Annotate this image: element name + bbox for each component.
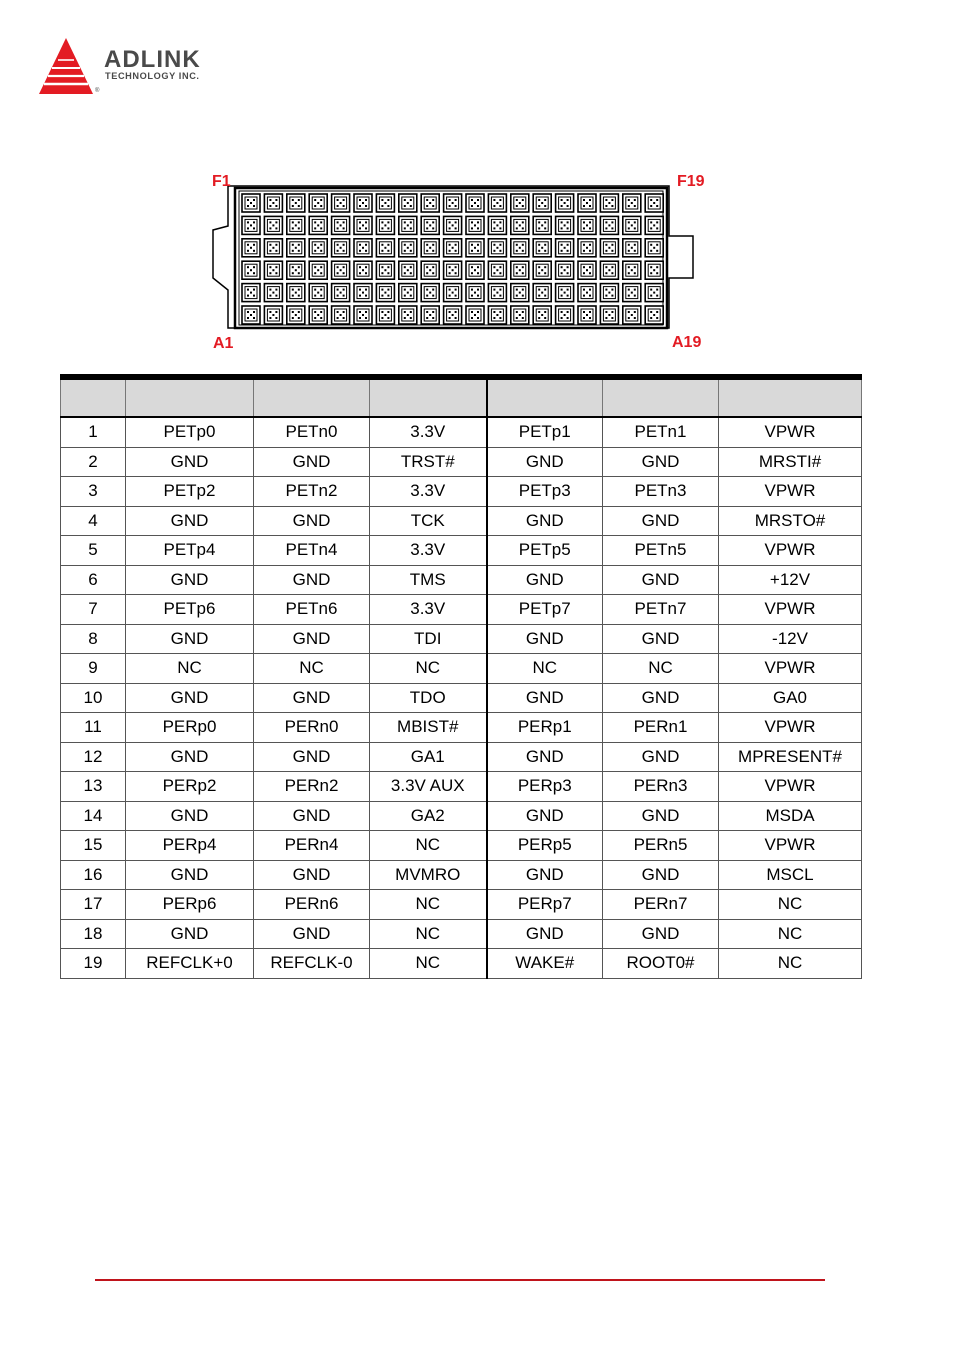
- signal-cell: PERn3: [603, 772, 719, 802]
- signal-cell: 3.3V: [370, 536, 487, 566]
- table-row: [61, 949, 862, 979]
- connector-pin: [309, 216, 327, 234]
- table-row: [61, 890, 862, 920]
- signal-cell: NC: [370, 654, 487, 684]
- table-row: [61, 919, 862, 949]
- signal-cell: GND: [126, 919, 254, 949]
- connector-pin: [645, 239, 663, 257]
- connector-pin: [264, 261, 282, 279]
- connector-pin: [511, 306, 529, 324]
- connector-pin: [242, 284, 260, 302]
- connector-pin: [309, 239, 327, 257]
- connector-pin: [623, 306, 641, 324]
- signal-cell: PETn1: [603, 417, 719, 447]
- table-row: [61, 595, 862, 625]
- signal-cell: ROOT0#: [603, 949, 719, 979]
- connector-pin: [623, 239, 641, 257]
- connector-pin: [264, 194, 282, 212]
- connector-pin: [421, 284, 439, 302]
- table-row: [61, 417, 862, 447]
- connector-pin: [444, 284, 462, 302]
- signal-cell: GND: [254, 565, 370, 595]
- header-cell: [126, 377, 254, 417]
- pin-number-cell: 18: [61, 919, 126, 949]
- connector-pin: [578, 261, 596, 279]
- signal-cell: GND: [126, 683, 254, 713]
- signal-cell: VPWR: [719, 772, 862, 802]
- table-row: [61, 742, 862, 772]
- signal-cell: GND: [254, 742, 370, 772]
- connector-pin: [287, 306, 305, 324]
- signal-cell: VPWR: [719, 536, 862, 566]
- signal-cell: GND: [126, 742, 254, 772]
- signal-cell: NC: [603, 654, 719, 684]
- signal-cell: GND: [254, 919, 370, 949]
- signal-cell: GND: [487, 624, 603, 654]
- signal-cell: GND: [126, 624, 254, 654]
- signal-cell: PERn6: [254, 890, 370, 920]
- connector-pin: [287, 261, 305, 279]
- connector-pin: [399, 306, 417, 324]
- signal-cell: NC: [254, 654, 370, 684]
- signal-cell: PETp7: [487, 595, 603, 625]
- signal-cell: GND: [487, 801, 603, 831]
- signal-cell: PETp1: [487, 417, 603, 447]
- table-row: [61, 860, 862, 890]
- connector-pin: [600, 261, 618, 279]
- pin-number-cell: 12: [61, 742, 126, 772]
- connector-pin: [376, 306, 394, 324]
- connector-pin: [421, 194, 439, 212]
- signal-cell: GND: [603, 624, 719, 654]
- header-cell: [254, 377, 370, 417]
- table-row: [61, 683, 862, 713]
- signal-cell: GND: [603, 565, 719, 595]
- table-row: [61, 477, 862, 507]
- signal-cell: MSCL: [719, 860, 862, 890]
- pin-number-cell: 15: [61, 831, 126, 861]
- footer-rule: [95, 1279, 825, 1281]
- pin-number-cell: 1: [61, 417, 126, 447]
- signal-cell: MBIST#: [370, 713, 487, 743]
- connector-pin: [511, 194, 529, 212]
- connector-pin: [466, 306, 484, 324]
- signal-cell: PERn2: [254, 772, 370, 802]
- signal-cell: GND: [603, 860, 719, 890]
- signal-cell: PETn4: [254, 536, 370, 566]
- signal-cell: GND: [487, 565, 603, 595]
- connector-pin: [421, 261, 439, 279]
- connector-pin: [332, 284, 350, 302]
- signal-cell: GND: [603, 742, 719, 772]
- connector-pin: [242, 239, 260, 257]
- connector-pin: [533, 194, 551, 212]
- connector-pin: [623, 261, 641, 279]
- signal-cell: GND: [487, 860, 603, 890]
- header-cell: [61, 377, 126, 417]
- signal-cell: 3.3V AUX: [370, 772, 487, 802]
- connector-pin: [556, 284, 574, 302]
- signal-cell: NC: [370, 949, 487, 979]
- signal-cell: GND: [603, 801, 719, 831]
- signal-cell: PETp0: [126, 417, 254, 447]
- signal-cell: GND: [254, 506, 370, 536]
- pin-number-cell: 6: [61, 565, 126, 595]
- connector-pin: [376, 284, 394, 302]
- connector-pin: [623, 284, 641, 302]
- table-row: [61, 831, 862, 861]
- signal-cell: +12V: [719, 565, 862, 595]
- signal-cell: NC: [719, 890, 862, 920]
- connector-pin: [309, 306, 327, 324]
- connector-pin: [354, 306, 372, 324]
- connector-pin: [511, 216, 529, 234]
- signal-cell: 3.3V: [370, 595, 487, 625]
- signal-cell: GND: [603, 919, 719, 949]
- connector-pin: [332, 261, 350, 279]
- signal-cell: REFCLK-0: [254, 949, 370, 979]
- connector-pin: [399, 194, 417, 212]
- connector-pin: [578, 194, 596, 212]
- connector-pin: [600, 239, 618, 257]
- connector-pin: [600, 216, 618, 234]
- connector-pin: [399, 239, 417, 257]
- signal-cell: GA2: [370, 801, 487, 831]
- header-cell: [487, 377, 603, 417]
- connector-pin: [354, 216, 372, 234]
- signal-cell: GND: [126, 565, 254, 595]
- table-row: [61, 654, 862, 684]
- connector-pin: [376, 239, 394, 257]
- connector-pin: [488, 284, 506, 302]
- connector-pin: [287, 284, 305, 302]
- connector-pin: [600, 306, 618, 324]
- connector-pin: [287, 239, 305, 257]
- signal-cell: TMS: [370, 565, 487, 595]
- signal-cell: TDI: [370, 624, 487, 654]
- connector-outline: [205, 168, 715, 358]
- connector-pin: [533, 239, 551, 257]
- brand-name: ADLINK: [104, 46, 201, 73]
- signal-cell: GND: [126, 801, 254, 831]
- signal-cell: PERn5: [603, 831, 719, 861]
- pin-number-cell: 16: [61, 860, 126, 890]
- table-row: [61, 713, 862, 743]
- signal-cell: PERn4: [254, 831, 370, 861]
- connector-pin: [600, 194, 618, 212]
- signal-cell: PERp4: [126, 831, 254, 861]
- signal-cell: MRSTI#: [719, 447, 862, 477]
- signal-cell: PERp7: [487, 890, 603, 920]
- adlink-logo: [38, 36, 238, 98]
- connector-pin: [533, 284, 551, 302]
- signal-cell: PERp5: [487, 831, 603, 861]
- pin-number-cell: 17: [61, 890, 126, 920]
- header-cell: [719, 377, 862, 417]
- pin-number-cell: 3: [61, 477, 126, 507]
- connector-pin: [533, 216, 551, 234]
- connector-pin: [556, 261, 574, 279]
- connector-pin: [645, 216, 663, 234]
- signal-cell: GND: [254, 447, 370, 477]
- connector-pin: [444, 194, 462, 212]
- connector-pin: [376, 216, 394, 234]
- signal-cell: PETn7: [603, 595, 719, 625]
- pin-table-body: [61, 417, 862, 978]
- signal-cell: MSDA: [719, 801, 862, 831]
- connector-pin: [399, 284, 417, 302]
- signal-cell: MVMRO: [370, 860, 487, 890]
- signal-cell: WAKE#: [487, 949, 603, 979]
- signal-cell: VPWR: [719, 713, 862, 743]
- pin-number-cell: 13: [61, 772, 126, 802]
- connector-pin: [399, 261, 417, 279]
- signal-cell: PETn3: [603, 477, 719, 507]
- connector-pin: [578, 284, 596, 302]
- signal-cell: GND: [254, 683, 370, 713]
- connector-pin: [421, 239, 439, 257]
- signal-cell: GND: [126, 506, 254, 536]
- signal-cell: GND: [487, 447, 603, 477]
- pin-number-cell: 7: [61, 595, 126, 625]
- connector-pin: [332, 306, 350, 324]
- signal-cell: PETp3: [487, 477, 603, 507]
- connector-pin: [309, 284, 327, 302]
- connector-pin: [466, 216, 484, 234]
- table-row: [61, 536, 862, 566]
- signal-cell: NC: [370, 831, 487, 861]
- signal-cell: GND: [126, 447, 254, 477]
- table-row: [61, 506, 862, 536]
- adlink-triangle-icon: [38, 36, 100, 98]
- connector-pin: [623, 194, 641, 212]
- signal-cell: TCK: [370, 506, 487, 536]
- label-a1: A1: [213, 335, 234, 352]
- signal-cell: TRST#: [370, 447, 487, 477]
- signal-cell: GA1: [370, 742, 487, 772]
- connector-pin: [488, 194, 506, 212]
- connector-pin: [511, 261, 529, 279]
- table-row: [61, 772, 862, 802]
- signal-cell: MPRESENT#: [719, 742, 862, 772]
- connector-pin: [444, 239, 462, 257]
- connector-pin: [444, 306, 462, 324]
- signal-cell: PETn5: [603, 536, 719, 566]
- signal-cell: REFCLK+0: [126, 949, 254, 979]
- signal-cell: 3.3V: [370, 477, 487, 507]
- signal-cell: GND: [603, 506, 719, 536]
- signal-cell: MRSTO#: [719, 506, 862, 536]
- connector-pin: [332, 216, 350, 234]
- pin-number-cell: 4: [61, 506, 126, 536]
- connector-pin: [488, 261, 506, 279]
- brand-tagline: TECHNOLOGY INC.: [105, 71, 200, 81]
- connector-pin: [645, 306, 663, 324]
- signal-cell: NC: [719, 949, 862, 979]
- connector-pin: [466, 239, 484, 257]
- connector-pin: [645, 194, 663, 212]
- signal-cell: PETp4: [126, 536, 254, 566]
- connector-pin: [242, 216, 260, 234]
- signal-cell: VPWR: [719, 831, 862, 861]
- connector-pin: [488, 306, 506, 324]
- pin-number-cell: 14: [61, 801, 126, 831]
- signal-cell: GND: [487, 919, 603, 949]
- connector-pin: [623, 216, 641, 234]
- connector-pin: [242, 194, 260, 212]
- signal-cell: NC: [487, 654, 603, 684]
- connector-pin: [645, 261, 663, 279]
- connector-pin: [354, 194, 372, 212]
- signal-cell: PERn1: [603, 713, 719, 743]
- connector-pin: [556, 306, 574, 324]
- signal-cell: PETn6: [254, 595, 370, 625]
- signal-cell: GND: [603, 447, 719, 477]
- pin-number-cell: 2: [61, 447, 126, 477]
- connector-pin: [332, 194, 350, 212]
- connector-pin: [511, 239, 529, 257]
- table-row: [61, 447, 862, 477]
- signal-cell: NC: [719, 919, 862, 949]
- connector-pin: [600, 284, 618, 302]
- signal-cell: GA0: [719, 683, 862, 713]
- connector-pin: [354, 239, 372, 257]
- header-cell: [370, 377, 487, 417]
- pin-number-cell: 11: [61, 713, 126, 743]
- connector-pin: [287, 194, 305, 212]
- table-row: [61, 624, 862, 654]
- connector-pin: [578, 216, 596, 234]
- connector-pin: [466, 284, 484, 302]
- signal-cell: PERp0: [126, 713, 254, 743]
- signal-cell: GND: [603, 683, 719, 713]
- header-cell: [603, 377, 719, 417]
- connector-pin: [264, 216, 282, 234]
- connector-pin: [556, 216, 574, 234]
- signal-cell: -12V: [719, 624, 862, 654]
- connector-pin: [354, 261, 372, 279]
- connector-pin: [444, 261, 462, 279]
- connector-pin: [264, 239, 282, 257]
- signal-cell: PERp1: [487, 713, 603, 743]
- table-header-row: [61, 377, 862, 417]
- connector-pin: [264, 306, 282, 324]
- signal-cell: PERp2: [126, 772, 254, 802]
- table-row: [61, 565, 862, 595]
- pin-number-cell: 5: [61, 536, 126, 566]
- connector-pin: [242, 261, 260, 279]
- signal-cell: PETn2: [254, 477, 370, 507]
- connector-pin: [309, 194, 327, 212]
- connector-pin: [421, 306, 439, 324]
- connector-pin: [242, 306, 260, 324]
- signal-cell: VPWR: [719, 417, 862, 447]
- signal-cell: PETp5: [487, 536, 603, 566]
- signal-cell: PERp6: [126, 890, 254, 920]
- signal-cell: NC: [370, 890, 487, 920]
- signal-cell: PETn0: [254, 417, 370, 447]
- connector-pin: [376, 261, 394, 279]
- connector-pin: [332, 239, 350, 257]
- signal-cell: NC: [370, 919, 487, 949]
- connector-pin: [309, 261, 327, 279]
- signal-cell: GND: [487, 683, 603, 713]
- table-row: [61, 801, 862, 831]
- connector-pin: [488, 239, 506, 257]
- signal-cell: PETp6: [126, 595, 254, 625]
- connector-pin: [645, 284, 663, 302]
- signal-cell: GND: [254, 624, 370, 654]
- connector-pin: [533, 261, 551, 279]
- connector-pin: [511, 284, 529, 302]
- signal-cell: NC: [126, 654, 254, 684]
- connector-pin: [578, 239, 596, 257]
- connector-pin: [466, 194, 484, 212]
- signal-cell: 3.3V: [370, 417, 487, 447]
- signal-cell: PERn0: [254, 713, 370, 743]
- connector-pin: [376, 194, 394, 212]
- connector-pin: [444, 216, 462, 234]
- signal-cell: GND: [126, 860, 254, 890]
- signal-cell: VPWR: [719, 654, 862, 684]
- label-f1: F1: [212, 173, 231, 190]
- connector-pin: [354, 284, 372, 302]
- connector-pin: [556, 194, 574, 212]
- connector-pin: [488, 216, 506, 234]
- connector-diagram: [205, 168, 715, 358]
- pin-number-cell: 9: [61, 654, 126, 684]
- label-a19: A19: [672, 334, 702, 351]
- label-f19: F19: [677, 173, 705, 190]
- registered-mark: ®: [95, 88, 100, 94]
- pin-number-cell: 10: [61, 683, 126, 713]
- signal-cell: GND: [254, 860, 370, 890]
- connector-pin: [556, 239, 574, 257]
- signal-cell: VPWR: [719, 477, 862, 507]
- pin-number-cell: 8: [61, 624, 126, 654]
- pin-number-cell: 19: [61, 949, 126, 979]
- signal-cell: PERp3: [487, 772, 603, 802]
- signal-cell: GND: [487, 742, 603, 772]
- signal-cell: VPWR: [719, 595, 862, 625]
- signal-cell: PERn7: [603, 890, 719, 920]
- connector-pin: [533, 306, 551, 324]
- connector-pin: [264, 284, 282, 302]
- pin-assignment-table: [60, 374, 862, 979]
- connector-pin: [287, 216, 305, 234]
- connector-pin: [578, 306, 596, 324]
- connector-pin: [399, 216, 417, 234]
- signal-cell: GND: [487, 506, 603, 536]
- signal-cell: GND: [254, 801, 370, 831]
- signal-cell: PETp2: [126, 477, 254, 507]
- connector-pin: [466, 261, 484, 279]
- connector-pin: [421, 216, 439, 234]
- signal-cell: TDO: [370, 683, 487, 713]
